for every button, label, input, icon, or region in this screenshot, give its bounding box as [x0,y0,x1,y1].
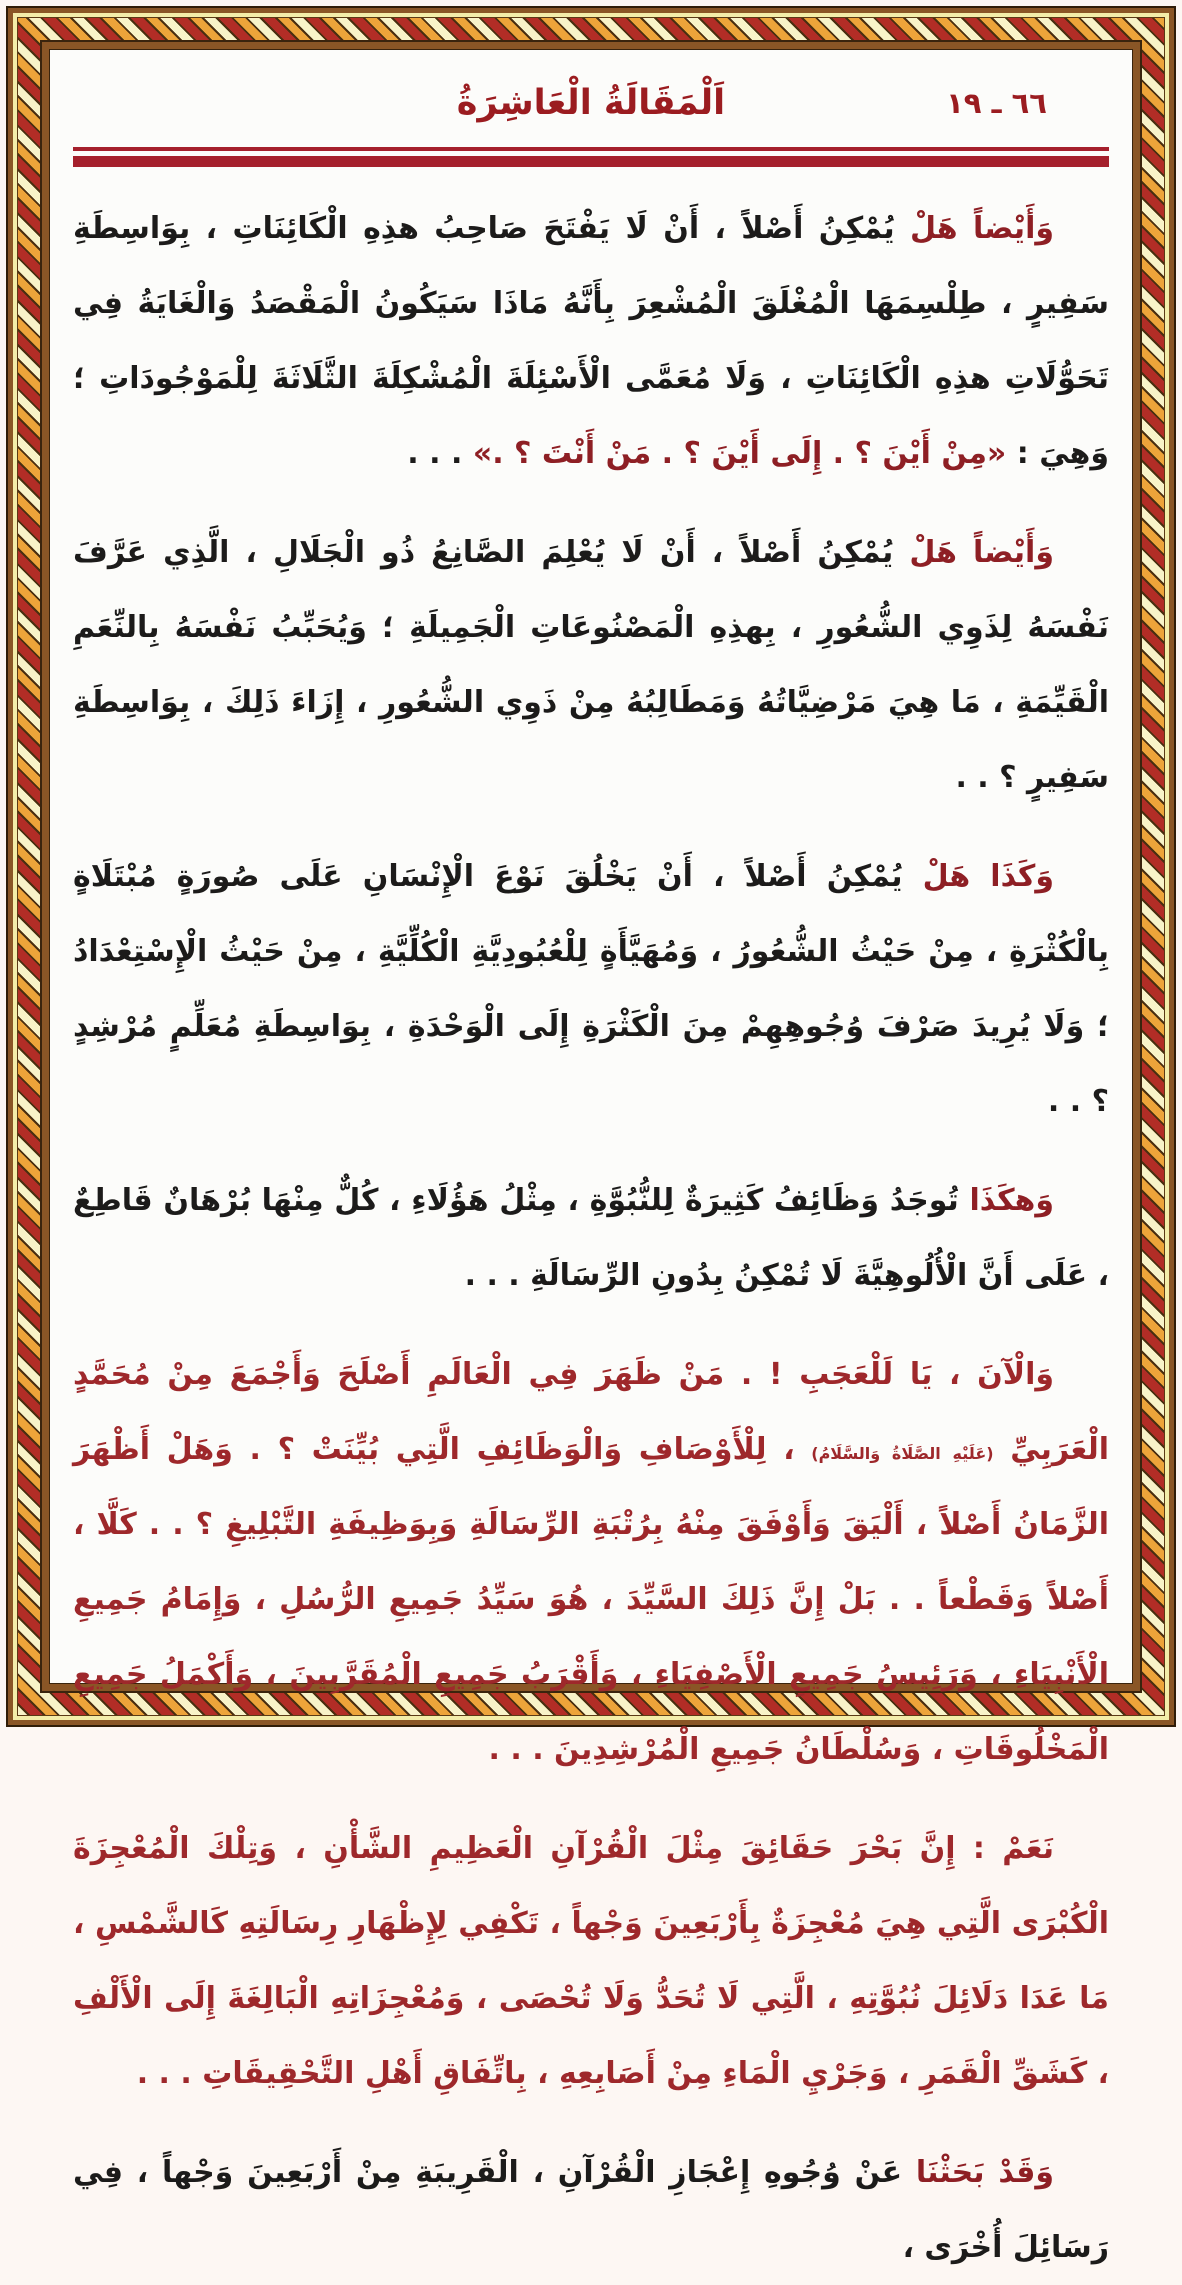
paragraph [73,1337,1109,1787]
text-segment: ، لِلْأَوْصَافِ وَالْوَظَائِفِ الَّتِي بُيِّنَتْ ؟ . وَهَلْ أَظْهَرَ الزَّمَانُ أَصْلاً ، أَلْيَقَ وَأَوْفَقَ مِنْهُ بِرُتْبَةِ الرِّسَالَةِ وَبِوَظِيفَةِ التَّبْلِيغِ ؟ . . كَلَّا ، أَصْلاً وَقَطْعاً . . بَلْ إِنَّ ذَلِكَ السَّيِّدَ ، هُوَ سَيِّدُ جَمِيعِ الرُّسُلِ ، وَإِمَامُ جَمِيعِ الْأَنْبِيَاءِ ، وَرَئِيسُ جَمِيعِ الْأَصْفِيَاءِ ، وَأَقْرَبُ جَمِيعِ الْمُقَرَّبِينَ ، وَأَكْمَلُ جَمِيعِ الْمَخْلُوقَاتِ ، وَسُلْطَانُ جَمِيعِ الْمُرْشِدِينَ . . . [73,1432,1109,1767]
lead-words: وَقَدْ بَحَثْنَا [915,2155,1054,2190]
lead-words: وَهكَذَا [969,1183,1054,1218]
text-segment: يُمْكِنُ أَصْلاً ، أَنْ لَا يَفْتَحَ صَاحِبُ هذِهِ الْكَائِنَاتِ ، بِوَاسِطَةِ سَفِيرٍ ، طِلْسِمَهَا الْمُغْلَقَ الْمُشْعِرَ بِأَنَّهُ مَاذَا سَيَكُونُ الْمَقْصَدُ وَالْغَايَةُ فِي تَحَوُّلَاتِ هذِهِ الْكَائِنَاتِ ، وَلَا مُعَمَّى الْأَسْئِلَةَ الْمُشْكِلَةَ الثَّلَاثَةَ لِلْمَوْجُودَاتِ ؛ وَهِيَ : [73,211,1109,471]
content [49,49,1133,2265]
lead-words: وَأَيْضاً هَلْ [910,211,1055,246]
paragraph [73,2135,1109,2285]
paragraph [73,191,1109,491]
page-title: اَلْمَقَالَةُ الْعَاشِرَةُ [456,83,726,123]
text-segment: وَالْآنَ ، يَا لَلْعَجَبِ ! . مَنْ ظَهَرَ فِي الْعَالَمِ أَصْلَحَ وَأَجْمَعَ مِنْ مُحَمَّدٍ الْعَرَبِيِّ [73,1357,1109,1467]
quoted-questions: «مِنْ أَيْنَ ؟ . إِلَى أَيْنَ ؟ . مَنْ أَنْتَ ؟ .» [472,436,1007,471]
honorific-mark: (عَلَيْهِ الصَّلَاةُ وَالسَّلَامُ) [811,1444,994,1463]
header-rule-thin [73,147,1109,151]
text-segment: تُوجَدُ وَظَائِفُ كَثِيرَةٌ لِلنُّبُوَّةِ ، مِثْلُ هَؤُلَاءِ ، كُلٌّ مِنْهَا بُرْهَانٌ قَاطِعٌ ، عَلَى أَنَّ الْأُلُوهِيَّةَ لَا تُمْكِنُ بِدُونِ الرِّسَالَةِ . . . [73,1183,1109,1293]
paper [42,42,1140,2265]
header-rule-thick [73,156,1109,167]
text-segment: عَنْ وُجُوهِ إِعْجَازِ الْقُرْآنِ ، الْقَرِيبَةِ مِنْ أَرْبَعِينَ وَجْهاً ، فِي رَسَائِلَ أُخْرَى ، [73,2155,1109,2265]
text-segment: يُمْكِنُ أَصْلاً ، أَنْ يَخْلُقَ نَوْعَ الْإِنْسَانِ عَلَى صُورَةٍ مُبْتَلَاةٍ بِالْكُثْرَةِ ، مِنْ حَيْثُ الشُّعُورُ ، وَمُهَيَّأَةٍ لِلْعُبُودِيَّةِ الْكُلِّيَّةِ ، مِنْ حَيْثُ الْإِسْتِعْدَادُ ؛ وَلَا يُرِيدَ صَرْفَ وُجُوهِهِمْ مِنَ الْكَثْرَةِ إِلَى الْوَحْدَةِ ، بِوَاسِطَةِ مُعَلِّمٍ مُرْشِدٍ ؟ . . [73,859,1109,1119]
lead-words: وَكَذَا هَلْ [922,859,1054,894]
paragraph [73,839,1109,1139]
page-number: ٦٦ ـ ١٩ [946,86,1047,120]
page-header [73,71,1109,135]
text-segment: نَعَمْ : إِنَّ بَحْرَ حَقَائِقَ مِثْلَ الْقُرْآنِ الْعَظِيمِ الشَّأْنِ ، وَتِلْكَ الْمُعْجِزَةَ الْكُبْرَى الَّتِي هِيَ مُعْجِزَةٌ بِأَرْبَعِينَ وَجْهاً ، تَكْفِي لِإِظْهَارِ رِسَالَتِهِ كَالشَّمْسِ ، مَا عَدَا دَلَائِلَ نُبُوَّتِهِ ، الَّتِي لَا تُحَدُّ وَلَا تُحْصَى ، وَمُعْجِزَاتِهِ الْبَالِغَةَ إِلَى الْأَلْفِ ، كَشَقِّ الْقَمَرِ ، وَجَرْيِ الْمَاءِ مِنْ أَصَابِعِهِ ، بِاتِّفَاقِ أَهْلِ التَّحْقِيقَاتِ . . . [73,1831,1109,2091]
lead-words: وَأَيْضاً هَلْ [909,535,1054,570]
text-segment: . . . [407,436,473,471]
paragraphs [73,191,1109,2285]
paragraph [73,515,1109,815]
paragraph [73,1811,1109,2111]
text-segment: يُمْكِنُ أَصْلاً ، أَنْ لَا يُعْلِمَ الصَّانِعُ ذُو الْجَلَالِ ، الَّذِي عَرَّفَ نَفْسَهُ لِذَوِي الشُّعُورِ ، بِهذِهِ الْمَصْنُوعَاتِ الْجَمِيلَةِ ؛ وَيُحَبِّبُ نَفْسَهُ بِالنِّعَمِ الْقَيِّمَةِ ، مَا هِيَ مَرْضِيَّاتُهُ وَمَطَالِبُهُ مِنْ ذَوِي الشُّعُورِ ، إِزَاءَ ذَلِكَ ، بِوَاسِطَةِ سَفِيرٍ ؟ . . [73,535,1109,795]
paragraph [73,1163,1109,1313]
